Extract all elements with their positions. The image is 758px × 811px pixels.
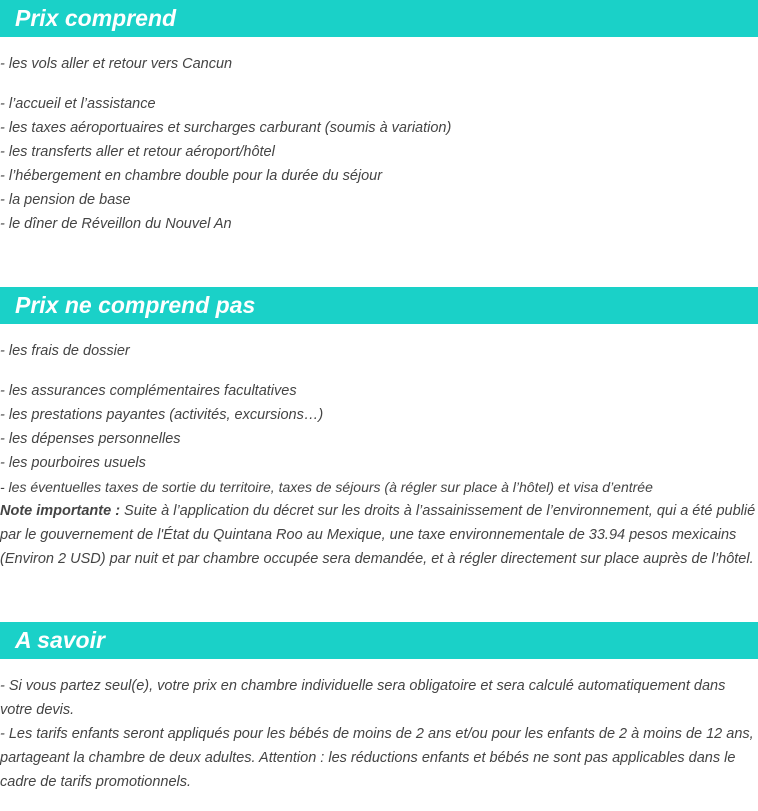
section-title-info: A savoir <box>0 622 758 659</box>
section-title-excluded: Prix ne comprend pas <box>0 287 758 324</box>
info-list <box>0 674 758 794</box>
included-item: - les transferts aller et retour aéroport/hôtel <box>0 144 275 160</box>
important-note <box>0 499 758 571</box>
section-title-included: Prix comprend <box>0 0 758 37</box>
included-list <box>0 92 758 236</box>
important-note-label: Note importante : <box>0 503 121 519</box>
excluded-item: - les dépenses personnelles <box>0 431 181 447</box>
excluded-item: - les frais de dossier <box>0 343 130 359</box>
excluded-item: - les prestations payantes (activités, excursions…) <box>0 407 324 423</box>
included-item: - l’hébergement en chambre double pour la durée du séjour <box>0 168 383 184</box>
included-item: - le dîner de Réveillon du Nouvel An <box>0 216 232 232</box>
included-item: - la pension de base <box>0 192 131 208</box>
included-item: - les vols aller et retour vers Cancun <box>0 56 233 72</box>
excluded-item: - les assurances complémentaires facultatives <box>0 383 297 399</box>
included-item: - l’accueil et l’assistance <box>0 96 156 112</box>
important-note-text: Suite à l’application du décret sur les droits à l’assainissement de l’environnement, qui a été publié par le gouvernement de l'État du Quintana Roo au Mexique, une taxe environnementale de 33.94 pesos mexicains (Environ 2 USD) par nuit et par chambre occupée sera demandée, et à régler directement sur place auprès de l’hôtel. <box>0 503 756 567</box>
excluded-list <box>0 379 758 571</box>
excluded-item: - les éventuelles taxes de sortie du territoire, taxes de séjours (à régler sur place à l’hôtel) et visa d’entrée <box>0 479 653 495</box>
info-item: - Les tarifs enfants seront appliqués pour les bébés de moins de 2 ans et/ou pour les enfants de 2 à moins de 12 ans, partageant la chambre de deux adultes. Attention : les réductions enfants et bébés ne sont pas applicables dans le cadre de tarifs promotionnels. <box>0 726 754 790</box>
included-item: - les taxes aéroportuaires et surcharges carburant (soumis à variation) <box>0 120 452 136</box>
info-item: - Si vous partez seul(e), votre prix en chambre individuelle sera obligatoire et sera calculé automatiquement dans votre devis. <box>0 678 726 718</box>
excluded-item: - les pourboires usuels <box>0 455 146 471</box>
